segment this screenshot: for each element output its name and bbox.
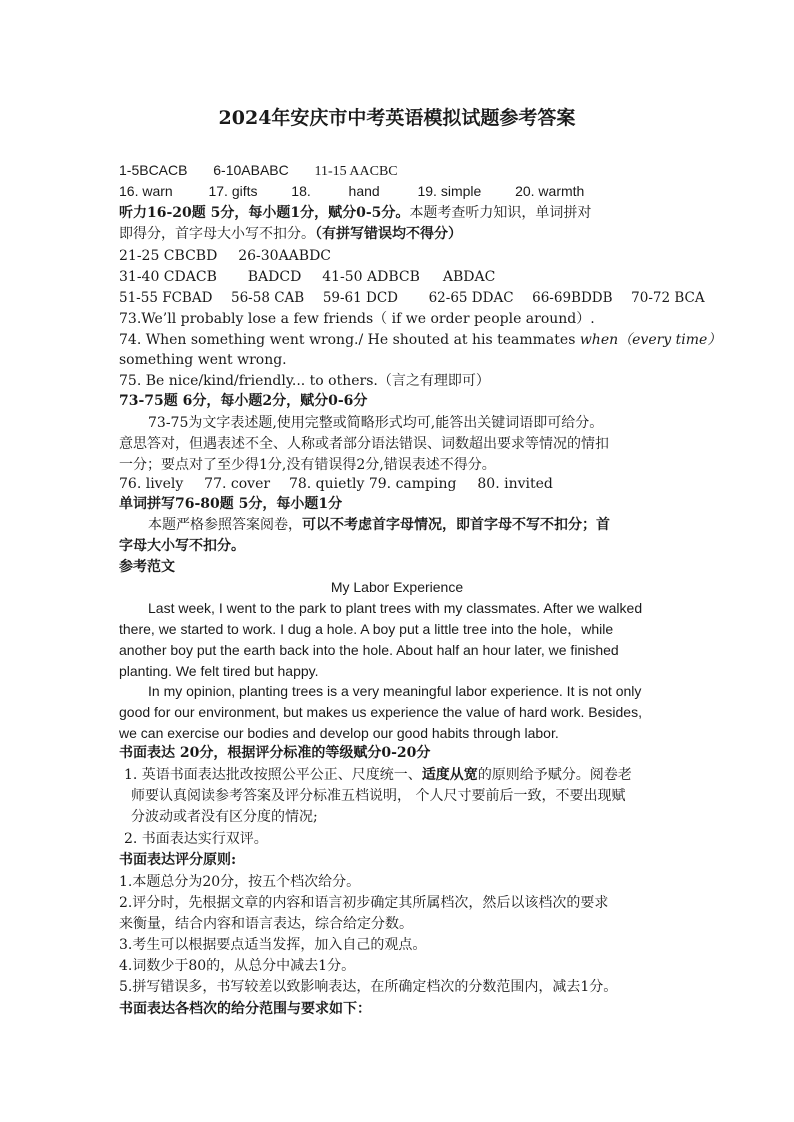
answer-item: 19. simple — [417, 183, 482, 199]
essay-p1-line: planting. We felt tired but happy. — [119, 663, 319, 679]
answer-74-cont: something went wrong. — [119, 352, 287, 368]
rule-line: 4.词数少于80的，从总分中减去1分。 — [119, 958, 356, 974]
note-76-80 — [148, 515, 610, 535]
note-73-75-line2: 意思答对，但遇表述不全、人称或者部分语法错误、词数超出要求等情况的情扣 — [119, 436, 609, 452]
essay-p2-line: good for our environment, but makes us experience the value of hard work. Besides, — [119, 704, 642, 720]
answer-item: 78. quietly 79. camping — [288, 476, 457, 492]
answer-item: 18. — [291, 183, 311, 199]
answers-31-50 — [119, 267, 495, 287]
rule-line: 3.考生可以根据要点适当发挥，加入自己的观点。 — [119, 937, 427, 953]
answer-group: 62-65 DDAC — [428, 290, 514, 306]
answer-group: 41-50 ADBCB — [322, 269, 420, 285]
rule-line: 1.本题总分为20分，按五个档次给分。 — [119, 874, 361, 890]
answer-group: 1-5BCACB — [119, 162, 188, 178]
answers-51-72 — [119, 288, 705, 308]
answers-16-20 — [119, 181, 584, 201]
score-76-80: 单词拼写76-80题 5分，每小题1分 — [119, 496, 343, 512]
page-title: 2024年安庆市中考英语模拟试题参考答案 — [218, 107, 576, 129]
answer-group: 6-10ABABC — [213, 162, 289, 178]
answer-item: hand — [348, 183, 380, 199]
answer-group: 51-55 FCBAD — [119, 290, 213, 306]
answer-group: 66-69BDDB — [532, 290, 613, 306]
answer-74 — [119, 330, 721, 350]
listening-score-label: 听力16-20题 5分，每小题1分，赋分0-5分。 — [119, 205, 410, 221]
writing-item1-text-b: 的原则给予赋分。阅卷老 — [477, 767, 632, 783]
note-76-80-text: 本题严格参照答案阅卷， — [148, 517, 302, 533]
answer-group: ABDAC — [442, 269, 496, 285]
listening-scoring-note-2 — [119, 224, 462, 244]
listening-note-text-2: 即得分，首字母大小写不扣分。 — [119, 226, 315, 242]
rule-line: 来衡量，结合内容和语言表达，综合给定分数。 — [119, 916, 413, 932]
note-73-75-line1: 73-75为文字表述题,使用完整或简略形式均可,能答出关键词语即可给分。 — [148, 415, 604, 431]
writing-item1-text: 1. 英语书面表达批改按照公平公正、尺度统一、 — [124, 767, 422, 783]
listening-note-text: 本题考查听力知识，单词拼对 — [409, 205, 592, 221]
answer-group: 11-15 AACBC — [314, 164, 398, 179]
essay-p1-line: Last week, I went to the park to plant trees with my classmates. After we walked — [148, 600, 643, 616]
listening-scoring-note — [119, 203, 591, 223]
answer-item: 77. cover — [204, 476, 271, 492]
essay-p1-line: there, we started to work. I dug a hole. A boy put a little tree into the hole，while — [119, 621, 614, 637]
answer-75: 75. Be nice/kind/friendly... to others.（言之有理即可） — [119, 373, 490, 389]
writing-item1 — [124, 765, 632, 785]
essay-title: My Labor Experience — [330, 579, 464, 595]
levels-heading: 书面表达各档次的给分范围与要求如下： — [119, 1001, 371, 1017]
writing-item1-bold: 适度从宽 — [421, 767, 478, 783]
answer-group: 59-61 DCD — [322, 290, 398, 306]
essay-p1-line: another boy put the earth back into the hole. About half an hour later, we finished — [119, 642, 619, 658]
answers-76-80 — [119, 474, 553, 494]
answer-item: 76. lively — [119, 476, 184, 492]
answer-group: 26-30AABDC — [238, 248, 332, 264]
writing-heading: 书面表达 20分，根据评分标准的等级赋分0-20分 — [119, 745, 431, 761]
answer-group: 56-58 CAB — [231, 290, 305, 306]
answers-21-30 — [119, 246, 331, 266]
note-76-80-bold: 可以不考虑首字母情况，即首字母不写不扣分；首 — [302, 517, 610, 533]
answer-item: 16. warn — [119, 183, 173, 199]
answer-74-italic: when（every time） — [579, 332, 722, 348]
answers-1-15 — [119, 160, 398, 182]
answer-item: 80. invited — [477, 476, 553, 492]
rule-line: 5.拼写错误多，书写较差以致影响表达，在所确定档次的分数范围内，减去1分。 — [119, 979, 618, 995]
writing-item2: 2. 书面表达实行双评。 — [124, 831, 268, 847]
writing-item1-line2: 师要认真阅读参考答案及评分标准五档说明， 个人尺寸要前后一致，不要出现赋 — [131, 788, 626, 804]
answer-group: 70-72 BCA — [631, 290, 705, 306]
answer-group: 21-25 CBCBD — [119, 248, 218, 264]
note-73-75-line3: 一分；要点对了至少得1分,没有错误得2分,错误表述不得分。 — [119, 457, 496, 473]
answer-group: 31-40 CDACB — [119, 269, 217, 285]
listening-note-bold: （有拼写错误均不得分） — [315, 226, 462, 242]
sample-heading: 参考范文 — [119, 559, 175, 575]
score-73-75: 73-75题 6分，每小题2分，赋分0-6分 — [119, 393, 368, 409]
writing-item1-line3: 分波动或者没有区分度的情况; — [131, 809, 318, 825]
answer-73: 73.We’ll probably lose a few friends（ if we order people around）. — [119, 311, 595, 327]
essay-p2-line: In my opinion, planting trees is a very meaningful labor experience. It is not only — [148, 683, 642, 699]
note-76-80-line2: 字母大小写不扣分。 — [119, 538, 245, 554]
answer-74-text: 74. When something went wrong./ He shouted at his teammates — [119, 332, 576, 348]
essay-p2-line: we can exercise our bodies and develop our good habits through labor. — [119, 725, 559, 741]
answer-item: 17. gifts — [208, 183, 258, 199]
principles-heading: 书面表达评分原则: — [119, 852, 237, 868]
answer-group: BADCD — [247, 269, 302, 285]
rule-line: 2.评分时，先根据文章的内容和语言初步确定其所属档次，然后以该档次的要求 — [119, 895, 609, 911]
answer-item: 20. warmth — [515, 183, 585, 199]
